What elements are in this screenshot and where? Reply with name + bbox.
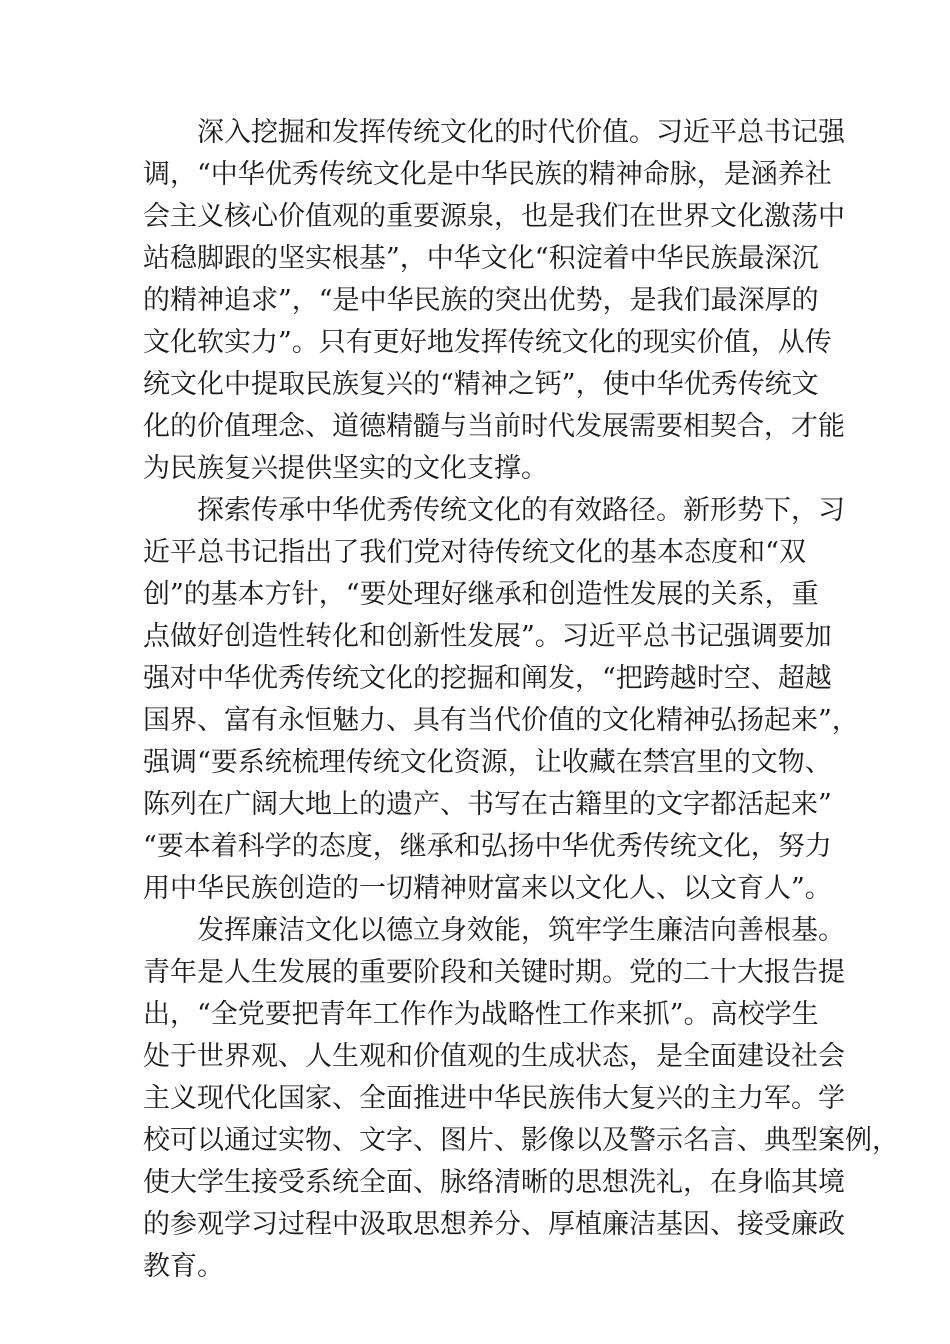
- paragraph-line: 强对中华优秀传统文化的挖掘和阐发，“把跨越时空、超越: [143, 663, 832, 694]
- paragraph-line: 教育。: [143, 1251, 224, 1282]
- paragraph-line: 强调“要系统梳理传统文化资源，让收藏在禁宫里的文物、: [143, 747, 832, 778]
- paragraph-line: 用中华民族创造的一切精神财富来以文化人、以文育人”。: [143, 873, 832, 904]
- paragraph-line: “要本着科学的态度，继承和弘扬中华优秀传统文化，努力: [143, 831, 832, 862]
- paragraph-line: 近平总书记指出了我们党对待传统文化的基本态度和“双: [143, 537, 806, 568]
- paragraph-line: 统文化中提取民族复兴的“精神之钙”，使中华优秀传统文: [143, 369, 819, 400]
- paragraph-line: 使大学生接受系统全面、脉络清晰的思想洗礼，在身临其境: [143, 1167, 845, 1198]
- paragraph-line: 创”的基本方针，“要处理好继承和创造性发展的关系，重: [143, 579, 819, 610]
- paragraph-line: 处于世界观、人生观和价值观的生成状态，是全面建设社会: [143, 1041, 845, 1072]
- paragraph-line: 会主义核心价值观的重要源泉，也是我们在世界文化激荡中: [143, 201, 845, 232]
- paragraph-line: 青年是人生发展的重要阶段和关键时期。党的二十大报告提: [143, 957, 845, 988]
- paragraph-line: 为民族复兴提供坚实的文化支撑。: [143, 453, 548, 484]
- paragraph-line: 深入挖掘和发挥传统文化的时代价值。习近平总书记强: [197, 117, 845, 148]
- paragraph-line: 的参观学习过程中汲取思想养分、厚植廉洁基因、接受廉政: [143, 1209, 845, 1240]
- paragraph-line: 的精神追求”，“是中华民族的突出优势，是我们最深厚的: [143, 285, 819, 316]
- paragraph-line: 探索传承中华优秀传统文化的有效路径。新形势下，习: [197, 495, 845, 526]
- paragraph-line: 文化软实力”。只有更好地发挥传统文化的现实价值，从传: [143, 327, 832, 358]
- paragraph-line: 陈列在广阔大地上的遗产、书写在古籍里的文字都活起来”: [143, 789, 832, 820]
- paragraph-line: 出，“全党要把青年工作作为战略性工作来抓”。高校学生: [143, 999, 819, 1030]
- paragraph-line: 校可以通过实物、文字、图片、影像以及警示名言、典型案例，: [143, 1125, 899, 1156]
- paragraph-line: 发挥廉洁文化以德立身效能，筑牢学生廉洁向善根基。: [197, 915, 845, 946]
- paragraph-line: 化的价值理念、道德精髓与当前时代发展需要相契合，才能: [143, 411, 845, 442]
- paragraph-line: 点做好创造性转化和创新性发展”。习近平总书记强调要加: [143, 621, 832, 652]
- paragraph-line: 国界、富有永恒魅力、具有当代价值的文化精神弘扬起来”，: [143, 705, 859, 736]
- paragraph-line: 站稳脚跟的坚实根基”，中华文化“积淀着中华民族最深沉: [143, 243, 819, 274]
- paragraph-line: 调，“中华优秀传统文化是中华民族的精神命脉，是涵养社: [143, 159, 832, 190]
- paragraph-line: 主义现代化国家、全面推进中华民族伟大复兴的主力军。学: [143, 1083, 845, 1114]
